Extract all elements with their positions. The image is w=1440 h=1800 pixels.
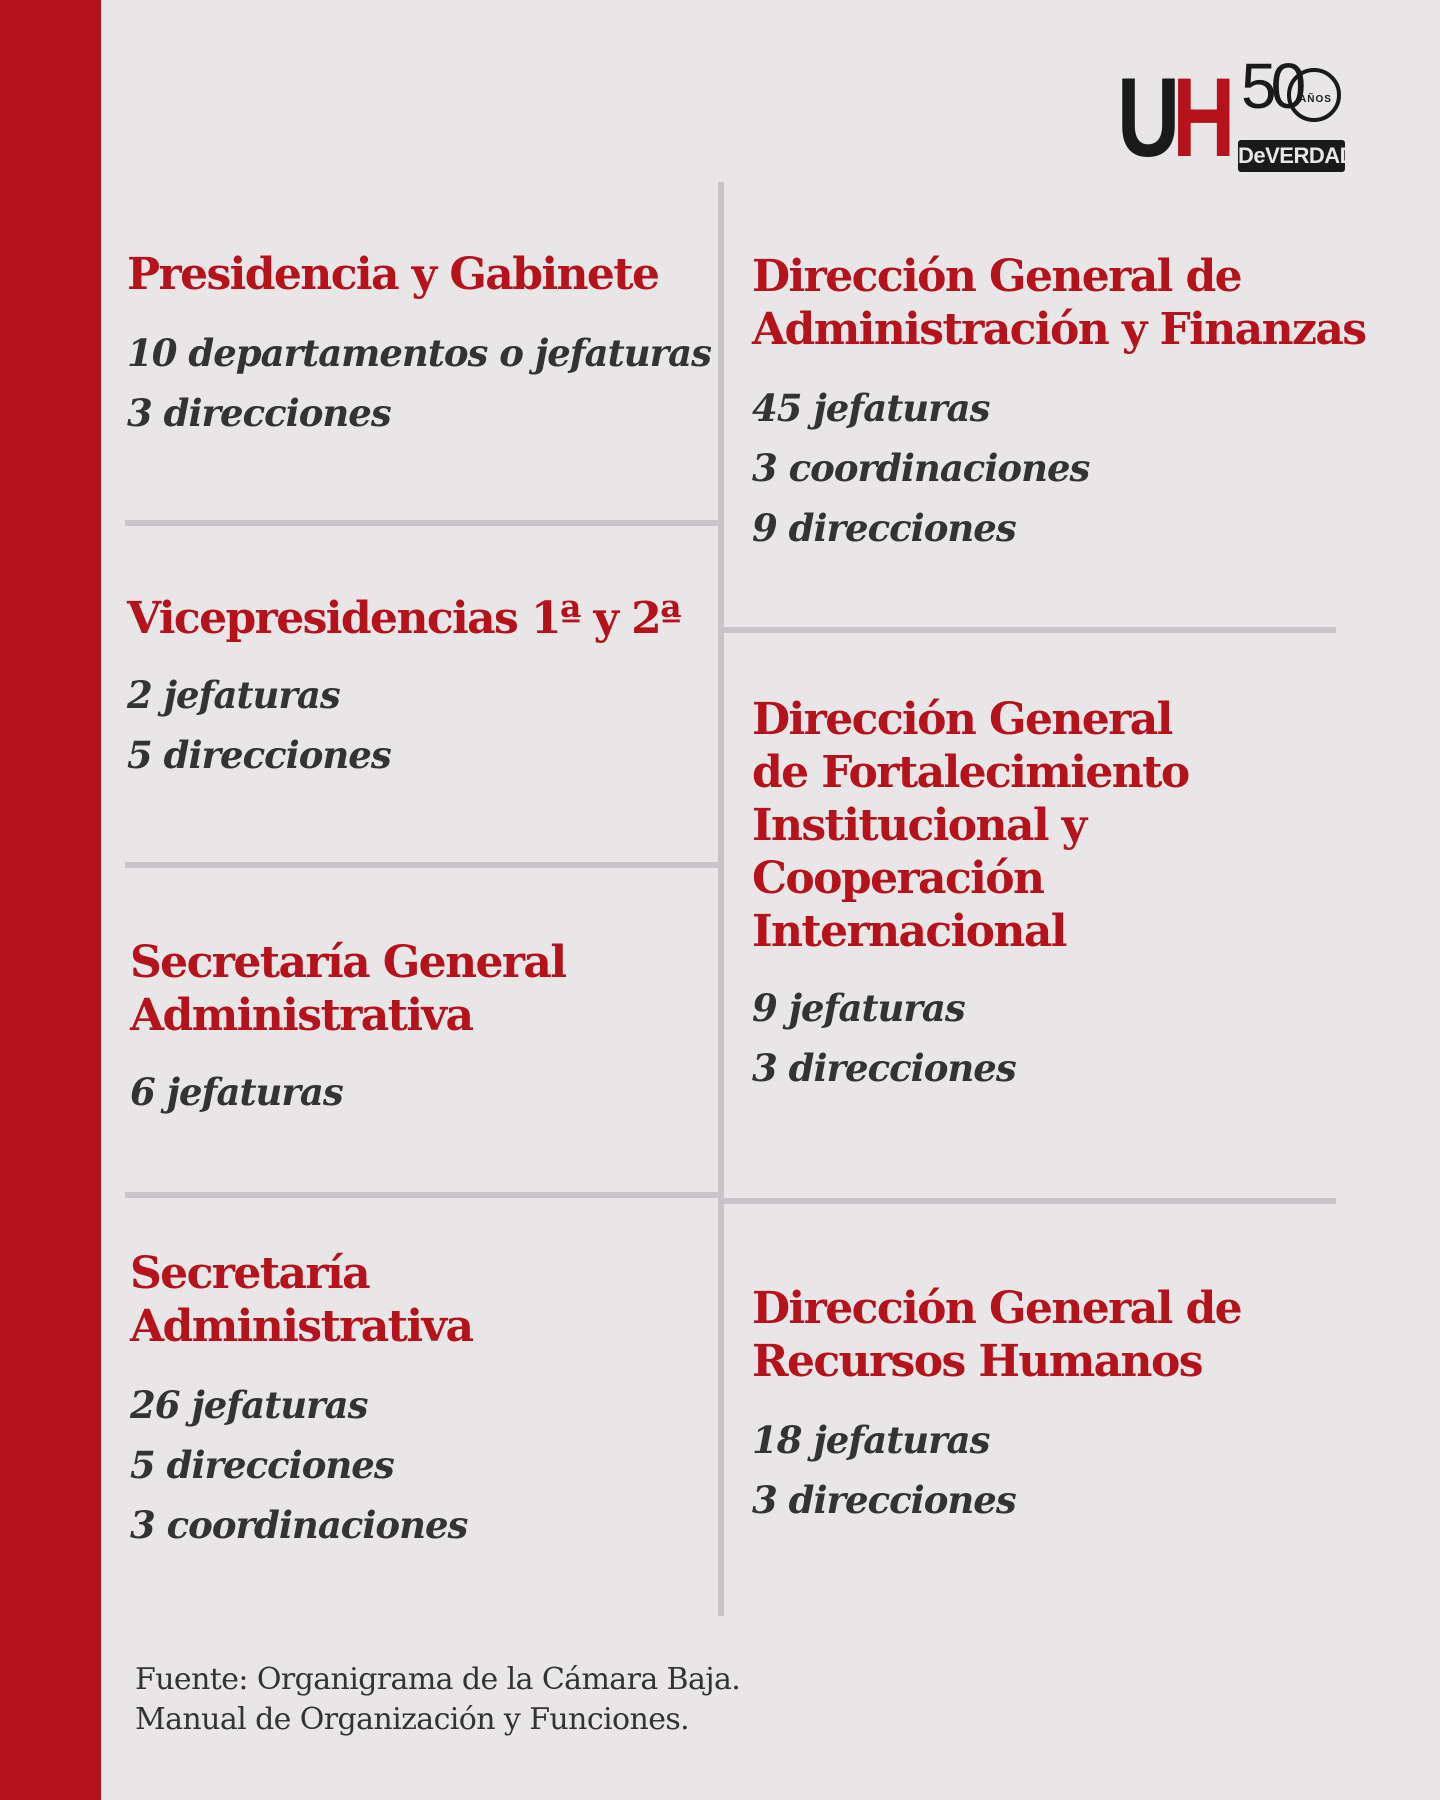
section-items <box>130 1062 600 1122</box>
logo-anos: AÑOS <box>1299 94 1332 105</box>
section-item: 3 direcciones <box>752 1046 1016 1090</box>
section-item: 3 coordinaciones <box>130 1503 468 1547</box>
section-item: 18 jefaturas <box>752 1418 990 1462</box>
section-dg-fortalecimiento-institucional <box>752 693 1222 1098</box>
footer-line: Manual de Organización y Funciones. <box>135 1702 690 1737</box>
section-items <box>130 1375 600 1555</box>
section-item: 9 direcciones <box>752 506 1016 550</box>
section-item: 6 jefaturas <box>130 1070 343 1114</box>
left-red-bar <box>0 0 101 1800</box>
section-title: Dirección General de Fortalecimiento Institucional y Cooperación Internacional <box>752 694 1189 957</box>
section-items <box>127 323 717 443</box>
section-title: Dirección General de Recursos Humanos <box>752 1283 1242 1387</box>
section-secretaria-administrativa <box>130 1247 600 1555</box>
section-dg-recursos-humanos <box>752 1282 1272 1530</box>
column-divider <box>718 182 724 1616</box>
section-item: 26 jefaturas <box>130 1383 368 1427</box>
row-divider <box>125 520 719 526</box>
logo-fifty: 50 <box>1241 50 1301 122</box>
section-items <box>752 978 1222 1098</box>
section-items <box>752 1410 1272 1530</box>
section-title: Secretaría General Administrativa <box>130 937 566 1041</box>
section-items <box>127 665 717 785</box>
footer-line: Fuente: Organigrama de la Cámara Baja. <box>135 1662 741 1697</box>
section-item: 5 direcciones <box>127 733 391 777</box>
section-item: 3 coordinaciones <box>752 446 1090 490</box>
section-presidencia <box>127 248 717 443</box>
section-title: Secretaría Administrativa <box>130 1248 473 1352</box>
row-divider <box>724 1198 1336 1204</box>
section-item: 3 direcciones <box>127 391 391 435</box>
row-divider <box>724 627 1336 633</box>
logo-uh: UH <box>1117 55 1228 180</box>
uh-50-anos-logo <box>1117 50 1356 180</box>
section-title: Presidencia y Gabinete <box>127 249 659 300</box>
section-items <box>752 378 1382 558</box>
section-item: 10 departamentos o jefaturas <box>127 331 711 375</box>
section-item: 3 direcciones <box>752 1478 1016 1522</box>
row-divider <box>125 1192 719 1198</box>
source-footer <box>135 1660 740 1740</box>
section-item: 2 jefaturas <box>127 673 340 717</box>
section-item: 9 jefaturas <box>752 986 965 1030</box>
row-divider <box>125 862 719 868</box>
section-title: Dirección General de Administración y Finanzas <box>752 251 1366 355</box>
section-item: 45 jefaturas <box>752 386 990 430</box>
section-title: Vicepresidencias 1ª y 2ª <box>127 593 681 644</box>
section-vicepresidencias <box>127 592 717 785</box>
section-secretaria-general-administrativa <box>130 936 600 1122</box>
logo-deverdad-badge: DeVERDAD <box>1238 140 1345 172</box>
section-dg-administracion-finanzas <box>752 250 1382 558</box>
section-item: 5 direcciones <box>130 1443 394 1487</box>
